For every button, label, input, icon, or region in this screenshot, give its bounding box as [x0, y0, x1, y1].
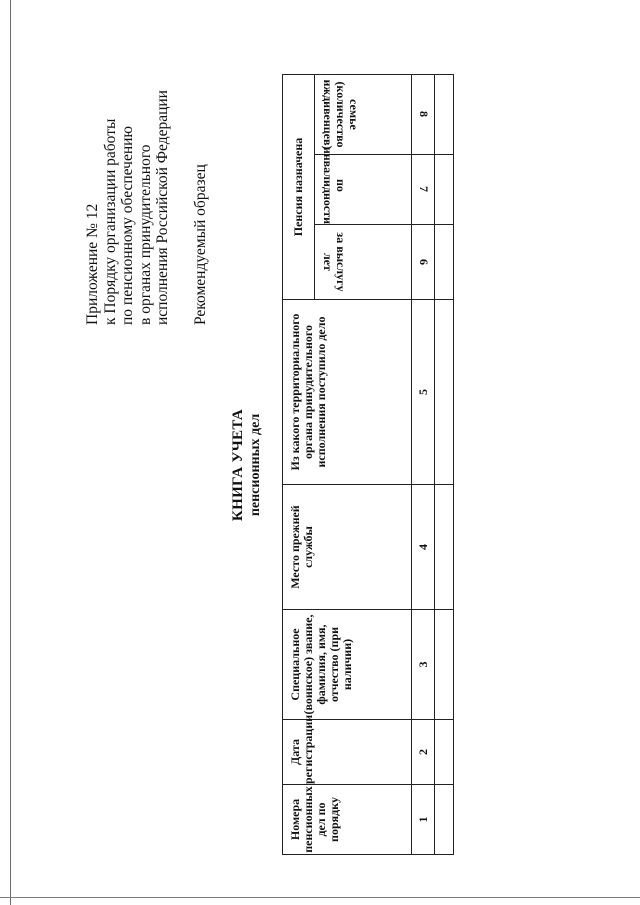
document-sheet	[40, 65, 500, 865]
appendix-line: по пенсионному обеспечению	[119, 125, 136, 325]
table-blank-row	[435, 74, 454, 854]
table-number-row	[412, 74, 435, 854]
column-number-text: 6	[416, 259, 431, 265]
header-pension-assigned: Пенсия назначена	[283, 74, 315, 299]
appendix-line: к Порядку организации работы	[101, 118, 119, 325]
appendix-block	[84, 65, 172, 325]
blank-cell	[435, 785, 454, 855]
blank-cell	[435, 300, 454, 485]
blank-cell	[435, 155, 454, 225]
header-disability	[315, 146, 412, 225]
header-family-text: семье (количество иждивенцев)	[321, 79, 362, 150]
column-number: 3	[412, 610, 435, 720]
book-title-block	[230, 365, 264, 565]
recommended-sample-label: Рекомендуемый образец	[192, 164, 209, 325]
book-subtitle: пенсионных дел	[248, 413, 263, 517]
column-number: 2	[412, 720, 435, 785]
appendix-line: Приложение № 12	[84, 203, 101, 325]
header-long-service	[315, 225, 412, 300]
column-number-text: 7	[416, 186, 431, 193]
column-number: 5	[412, 300, 435, 485]
column-number	[412, 225, 435, 300]
column-number: 4	[412, 485, 435, 610]
blank-cell	[435, 74, 454, 154]
header-long-service-text: за выслугу лет	[321, 232, 349, 292]
page-bottom-border	[0, 897, 640, 898]
appendix-line: исполнения Российской Федерации	[154, 90, 171, 325]
pension-cases-ledger-table	[282, 74, 454, 855]
header-previous-service: Место прежней службы	[283, 485, 412, 610]
blank-cell	[435, 485, 454, 610]
blank-cell	[435, 720, 454, 785]
book-title: КНИГА УЧЕТА	[230, 408, 246, 522]
appendix-line: в органах принудительного	[136, 144, 154, 325]
header-source-body: Из какого территориального органа принудительного исполнения поступило дело	[283, 300, 412, 485]
header-case-numbers: Номера пенсионных дел по порядку	[283, 785, 412, 855]
header-registration-date: Дата регистрации	[283, 720, 412, 785]
blank-cell	[435, 610, 454, 720]
column-number	[412, 155, 435, 225]
header-rank-name: Специальное (воинское) звание, фамилия, имя, отчество (при наличии)	[283, 610, 412, 720]
page-left-border	[10, 0, 11, 905]
column-number	[412, 74, 435, 154]
blank-cell	[435, 225, 454, 300]
header-disability-text: по инвалидности	[321, 146, 349, 225]
header-family	[315, 74, 412, 154]
table-header-row	[283, 74, 315, 854]
column-number: 1	[412, 785, 435, 855]
column-number-text: 8	[416, 111, 431, 118]
